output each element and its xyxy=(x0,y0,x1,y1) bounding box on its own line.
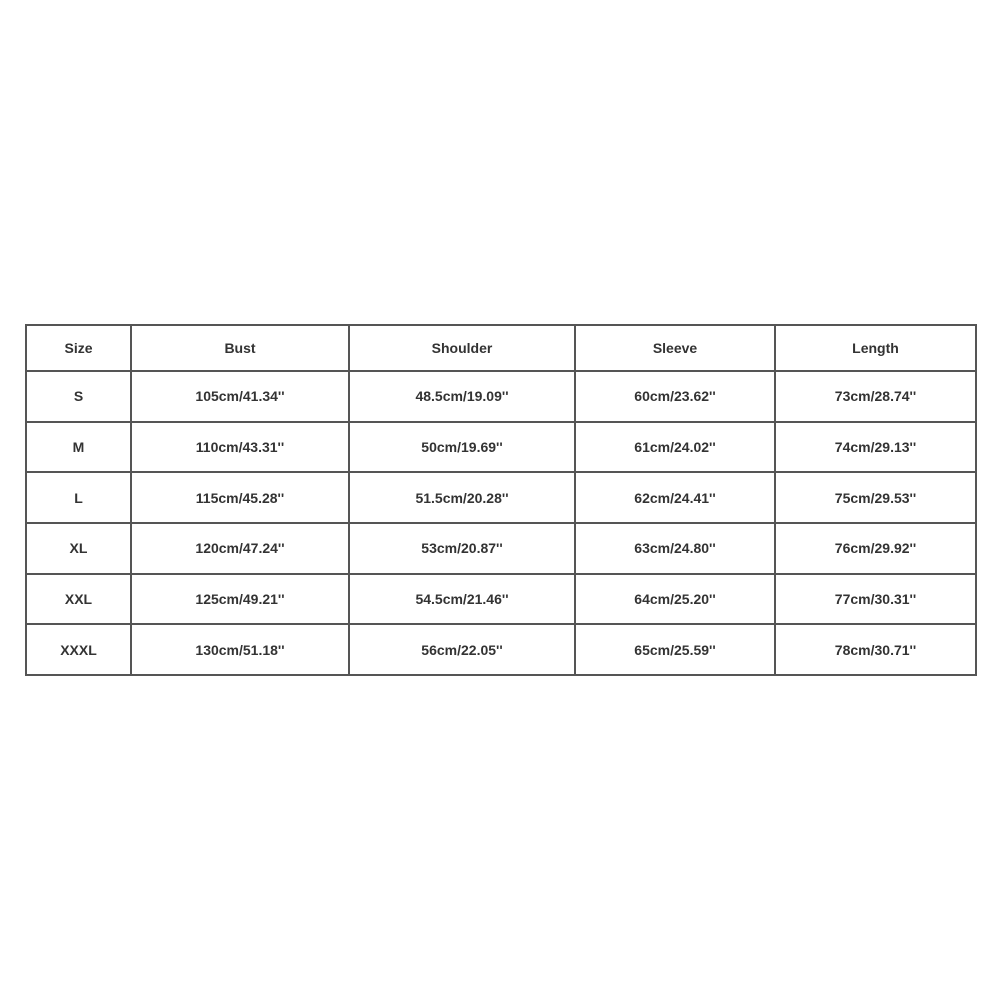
table-row xyxy=(26,624,976,675)
cell-shoulder: 48.5cm/19.09'' xyxy=(349,371,575,422)
cell-bust: 110cm/43.31'' xyxy=(131,422,349,473)
cell-sleeve: 63cm/24.80'' xyxy=(575,523,775,574)
header-length: Length xyxy=(775,325,976,371)
cell-sleeve: 60cm/23.62'' xyxy=(575,371,775,422)
header-sleeve: Sleeve xyxy=(575,325,775,371)
cell-length: 76cm/29.92'' xyxy=(775,523,976,574)
table-row xyxy=(26,472,976,523)
cell-length: 77cm/30.31'' xyxy=(775,574,976,625)
cell-length: 78cm/30.71'' xyxy=(775,624,976,675)
cell-shoulder: 50cm/19.69'' xyxy=(349,422,575,473)
cell-sleeve: 61cm/24.02'' xyxy=(575,422,775,473)
cell-size: L xyxy=(26,472,131,523)
cell-bust: 130cm/51.18'' xyxy=(131,624,349,675)
cell-size: S xyxy=(26,371,131,422)
cell-size: M xyxy=(26,422,131,473)
cell-shoulder: 53cm/20.87'' xyxy=(349,523,575,574)
cell-bust: 115cm/45.28'' xyxy=(131,472,349,523)
cell-bust: 120cm/47.24'' xyxy=(131,523,349,574)
cell-length: 74cm/29.13'' xyxy=(775,422,976,473)
table-row xyxy=(26,523,976,574)
cell-size: XXXL xyxy=(26,624,131,675)
cell-length: 75cm/29.53'' xyxy=(775,472,976,523)
size-chart-table xyxy=(25,324,977,676)
table-row xyxy=(26,422,976,473)
table-row xyxy=(26,574,976,625)
cell-bust: 105cm/41.34'' xyxy=(131,371,349,422)
header-size: Size xyxy=(26,325,131,371)
cell-sleeve: 64cm/25.20'' xyxy=(575,574,775,625)
header-row xyxy=(26,325,976,371)
cell-sleeve: 62cm/24.41'' xyxy=(575,472,775,523)
cell-shoulder: 54.5cm/21.46'' xyxy=(349,574,575,625)
cell-shoulder: 51.5cm/20.28'' xyxy=(349,472,575,523)
cell-length: 73cm/28.74'' xyxy=(775,371,976,422)
cell-sleeve: 65cm/25.59'' xyxy=(575,624,775,675)
cell-bust: 125cm/49.21'' xyxy=(131,574,349,625)
header-shoulder: Shoulder xyxy=(349,325,575,371)
cell-shoulder: 56cm/22.05'' xyxy=(349,624,575,675)
cell-size: XXL xyxy=(26,574,131,625)
cell-size: XL xyxy=(26,523,131,574)
table-row xyxy=(26,371,976,422)
header-bust: Bust xyxy=(131,325,349,371)
